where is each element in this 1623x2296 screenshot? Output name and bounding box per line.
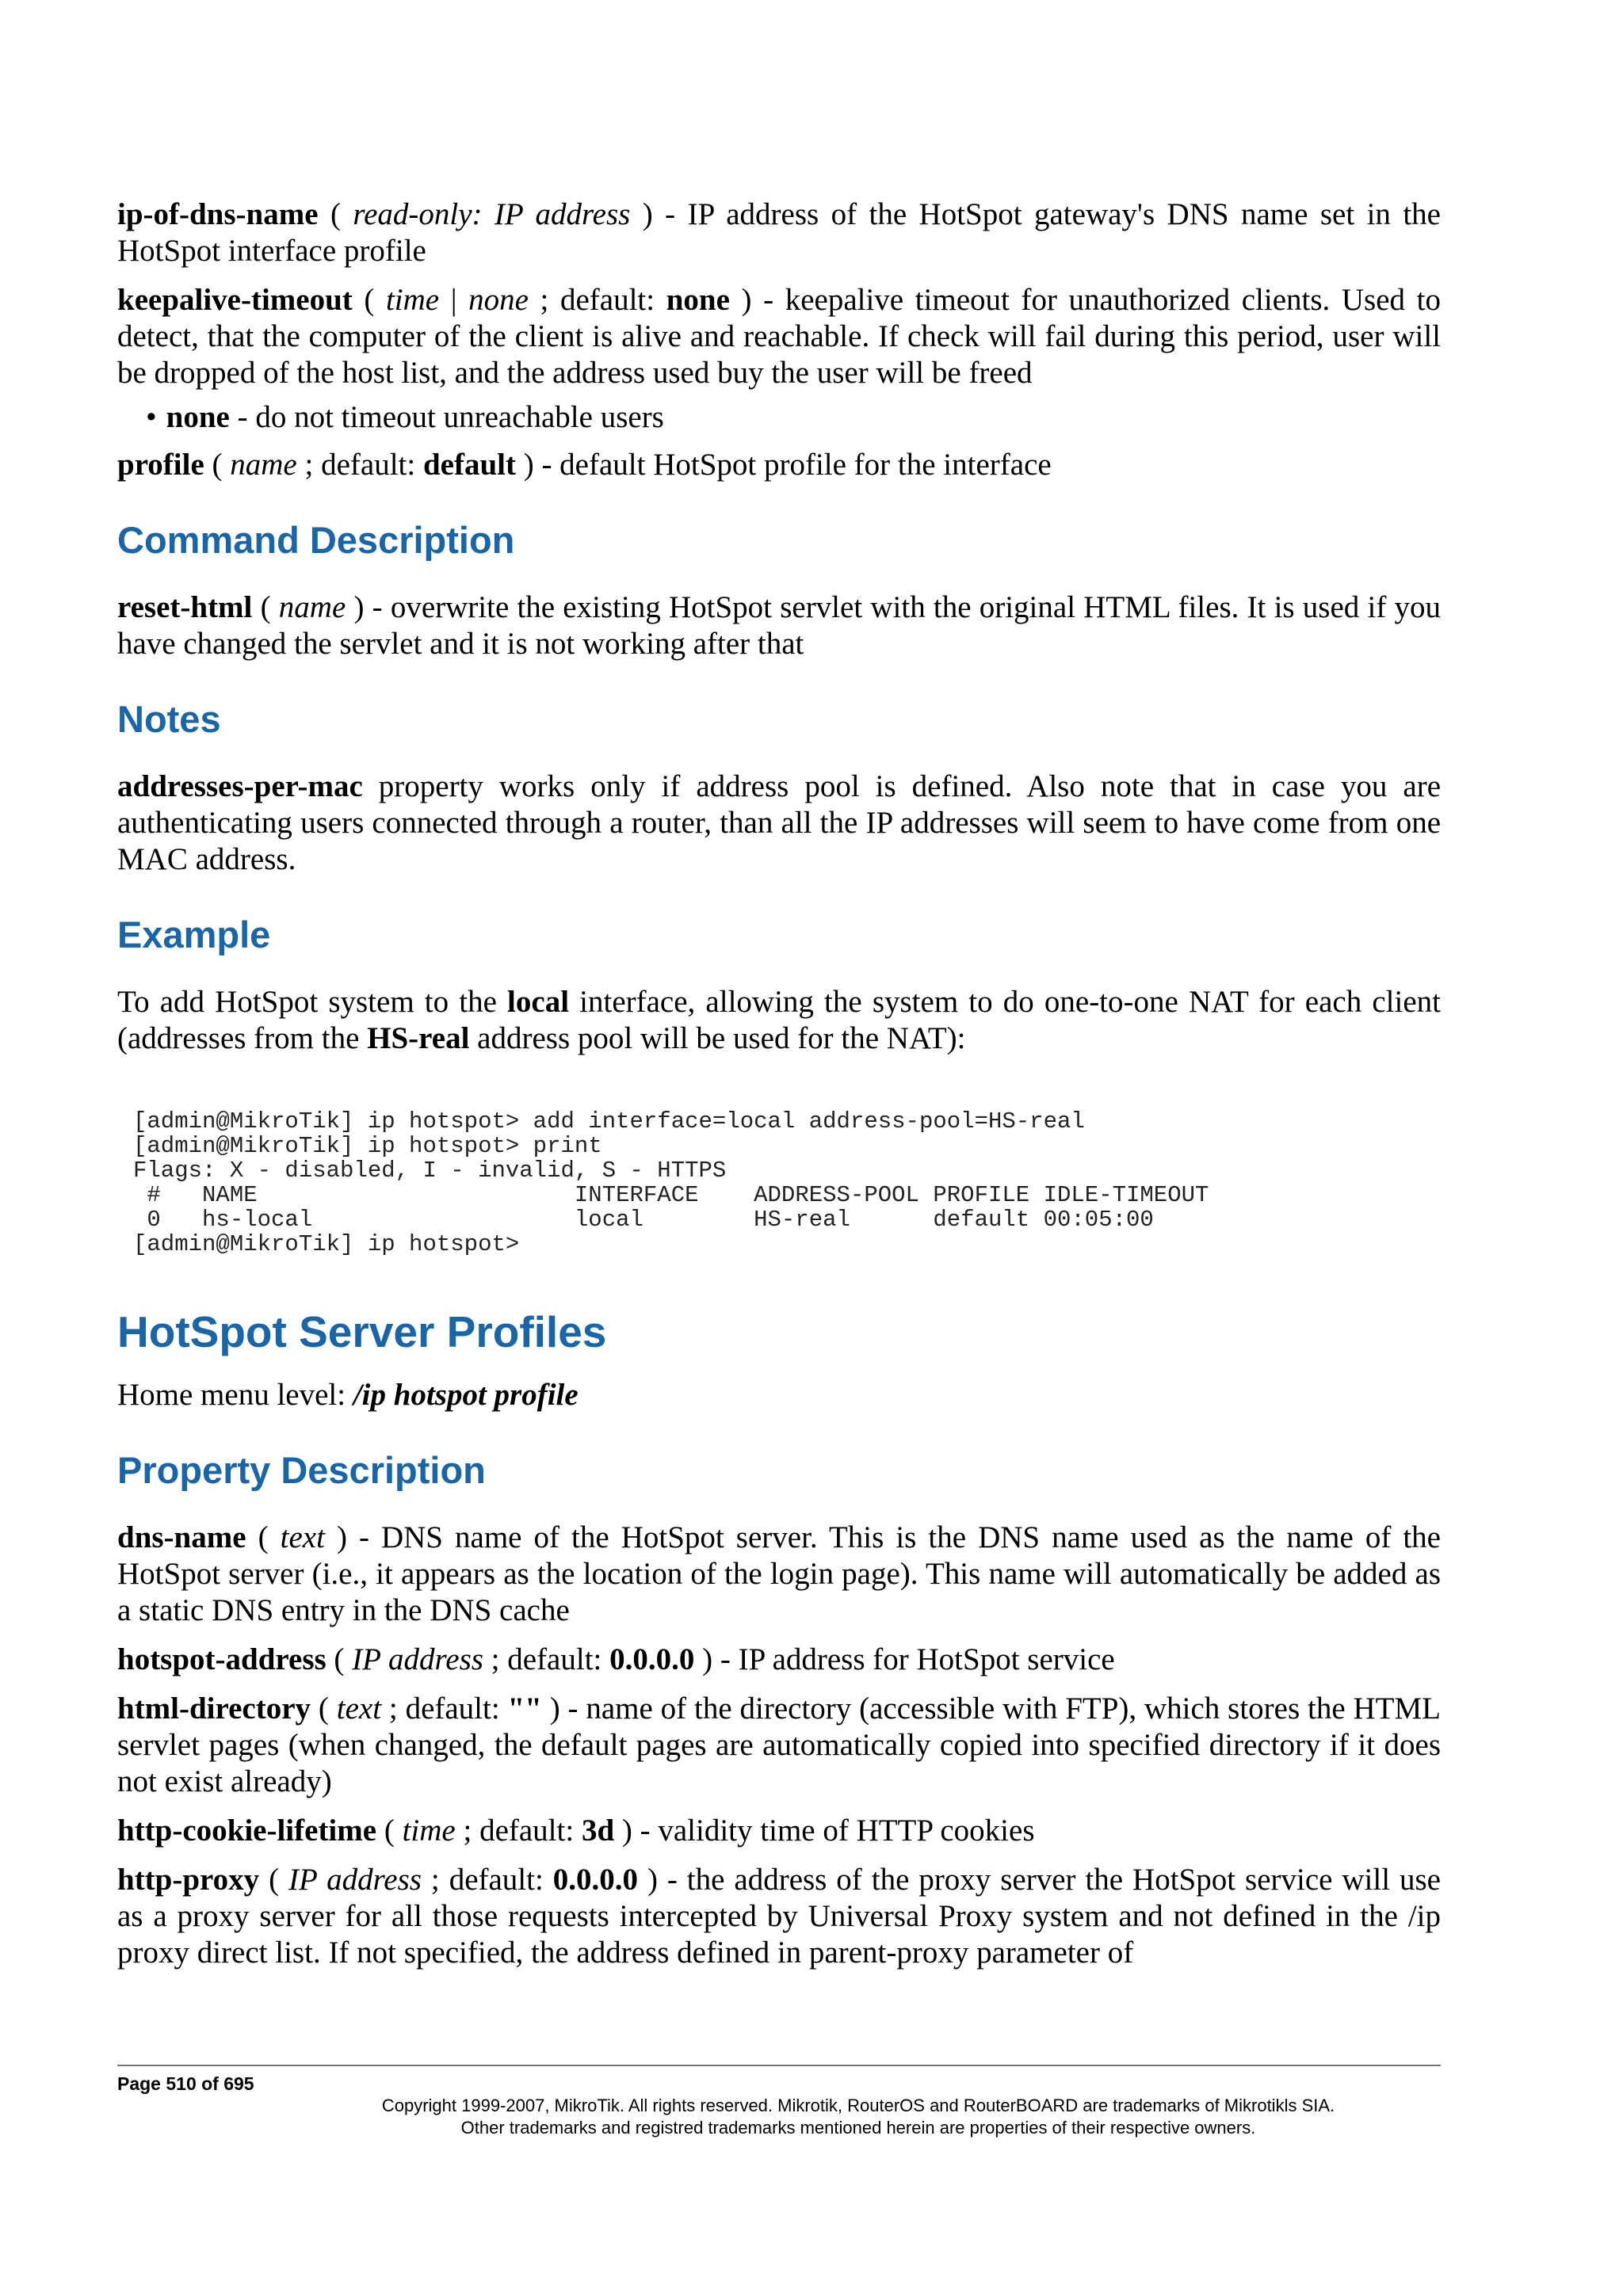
notes-paragraph: addresses-per-mac property works only if address pool is defined. Also note that in case you are authenticating users connected through a router, than all the IP addresses will seem to have come from one MAC address. [117, 769, 1441, 876]
property-name: ip-of-dns-name [117, 197, 319, 231]
property-type: time [402, 1814, 456, 1848]
property-name: http-cookie-lifetime [117, 1814, 377, 1848]
code-block: [admin@MikroTik] ip hotspot> add interface=local address-pool=HS-real [admin@MikroTik] ip hotspot> print Flags: X - disabled, I - invalid, S - HTTPS # NAME INTERFACE ADDRESS-POOL PROFILE IDLE-TIMEOUT 0 hs-local local HS-real default 00:05:00 [admin@MikroTik] ip hotspot> [133, 1108, 1209, 1257]
interface-name: local [507, 985, 570, 1019]
property-type: IP address [352, 1642, 483, 1676]
copyright-line-2: Other trademarks and registred trademarks mentioned herein are properties of their respective owners. [460, 2118, 1256, 2138]
value-list [117, 399, 1441, 436]
property-type: none [468, 283, 529, 317]
property-name: dns-name [117, 1520, 246, 1554]
heading-example: Example [117, 913, 271, 955]
property-ip-of-dns-name: ip-of-dns-name ( read-only: IP address ) - IP address of the HotSpot gateway's DNS name set in the HotSpot interface profile [117, 197, 1441, 268]
list-item: • none - do not timeout unreachable users [146, 399, 1441, 436]
property-type: read-only: IP address [353, 197, 631, 231]
property-name: profile [117, 448, 204, 482]
pool-name: HS-real [367, 1021, 470, 1055]
page-content [117, 196, 1441, 1984]
property-keepalive-timeout: keepalive-timeout ( time | none ; default: none ) - keepalive timeout for unauthorized clients. Used to detect, that the computer of the client is alive and reachable. If check will fail during this period, user will be dropped of the host list, and the address used buy the user will be freed [117, 283, 1441, 390]
menu-level: Home menu level: /ip hotspot profile [117, 1378, 579, 1412]
value-name: none [166, 400, 230, 434]
property-default: default [422, 448, 516, 482]
footer-divider [117, 2065, 1441, 2066]
property-type: name [230, 448, 297, 482]
property-hotspot-address: hotspot-address ( IP address ; default: 0.0.0.0 ) - IP address for HotSpot service [117, 1642, 1115, 1676]
page-footer [117, 2065, 1441, 2139]
heading-command-description: Command Description [117, 519, 515, 561]
page-number: Page 510 of 695 [117, 2073, 254, 2094]
heading-hotspot-server-profiles: HotSpot Server Profiles [117, 1307, 607, 1356]
property-name: keepalive-timeout [117, 283, 353, 317]
property-default: 0.0.0.0 [609, 1642, 695, 1676]
property-type: time [385, 283, 440, 317]
heading-property-description: Property Description [117, 1449, 486, 1491]
command-name: reset-html [117, 590, 253, 624]
property-http-proxy: http-proxy ( IP address ; default: 0.0.0.0 ) - the address of the proxy server the HotSpot service will use as a proxy server for all those requests intercepted by Universal Proxy system and not defined in the /ip proxy direct list. If not specified, the address defined in parent-proxy parameter of [117, 1863, 1441, 1970]
property-default: 3d [581, 1814, 615, 1848]
property-dns-name: dns-name ( text ) - DNS name of the HotSpot server. This is the DNS name used as the name of the HotSpot server (i.e., it appears as the location of the login page). This name will automatically be added as a static DNS entry in the DNS cache [117, 1520, 1441, 1627]
property-default: none [666, 283, 730, 317]
property-type: text [280, 1520, 325, 1554]
property-default: "" [507, 1691, 542, 1726]
property-type: text [336, 1691, 382, 1726]
copyright-line-1: Copyright 1999-2007, MikroTik. All rights reserved. Mikrotik, RouterOS and RouterBOARD are trademarks of Mikrotikls SIA. [381, 2096, 1335, 2115]
command-reset-html: reset-html ( name ) - overwrite the existing HotSpot servlet with the original HTML files. It is used if you have changed the servlet and it is not working after that [117, 590, 1441, 661]
example-paragraph: To add HotSpot system to the local interface, allowing the system to do one-to-one NAT for each client (addresses from the HS-real address pool will be used for the NAT): [117, 985, 1441, 1055]
property-name: html-directory [117, 1691, 311, 1726]
heading-notes: Notes [117, 698, 221, 740]
property-http-cookie-lifetime: http-cookie-lifetime ( time ; default: 3d ) - validity time of HTTP cookies [117, 1814, 1035, 1848]
property-type: IP address [288, 1863, 422, 1897]
property-name: addresses-per-mac [117, 769, 363, 803]
menu-path: /ip hotspot profile [353, 1378, 579, 1412]
property-html-directory: html-directory ( text ; default: "" ) - name of the directory (accessible with FTP), which stores the HTML servlet pages (when changed, the default pages are automatically copied into specified directory if it does not exist already) [117, 1691, 1441, 1798]
property-name: http-proxy [117, 1863, 260, 1897]
command-arg: name [278, 590, 346, 624]
property-default: 0.0.0.0 [552, 1863, 638, 1897]
property-profile: profile ( name ; default: default ) - default HotSpot profile for the interface [117, 448, 1052, 482]
property-name: hotspot-address [117, 1642, 327, 1676]
